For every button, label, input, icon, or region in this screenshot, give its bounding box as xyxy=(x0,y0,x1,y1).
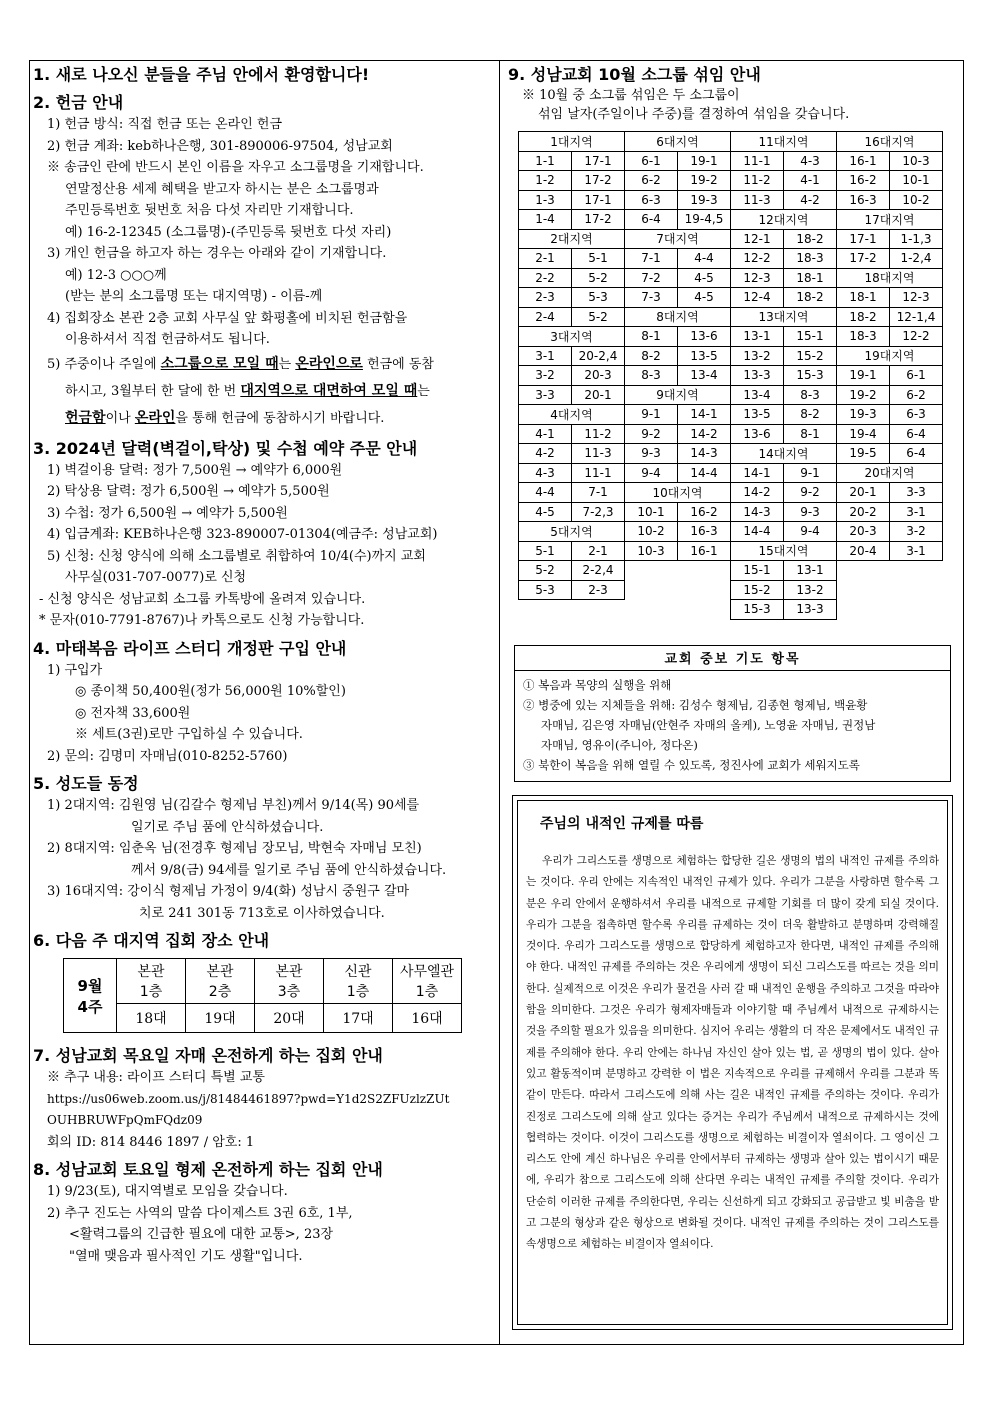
meditation-title: 주님의 내적인 규제를 따름 xyxy=(540,816,704,832)
mix-row xyxy=(519,463,943,483)
mix-cell: 17-2 xyxy=(837,249,890,269)
mix-cell: 11-3 xyxy=(731,190,784,210)
offering-line: (받는 분의 소그룹명 또는 대지역명) - 이름-께 xyxy=(65,289,323,304)
mix-cell: 4-5 xyxy=(519,502,572,522)
mix-empty xyxy=(837,600,943,620)
mix-cell: 15-3 xyxy=(784,366,837,386)
mix-cell: 4-1 xyxy=(519,424,572,444)
section-5-title: 5. 성도들 동정 xyxy=(33,774,139,793)
brothers-line: 1) 9/23(토), 대지역별로 모임을 갖습니다. xyxy=(47,1184,288,1199)
mix-cell: 5-2 xyxy=(572,307,625,327)
mix-cell: 6-1 xyxy=(890,366,943,386)
mix-region-header: 16대지역 xyxy=(837,132,943,152)
mix-cell: 16-1 xyxy=(678,541,731,561)
offering-line: 5) 주중이나 주일에 소그룹으로 모일 때는 온라인으로 헌금에 동참 xyxy=(47,355,434,372)
venue-header: 본관 1층 xyxy=(117,959,186,1004)
mix-cell: 2-3 xyxy=(572,580,625,600)
prayer-item: ② 병중에 있는 지체들을 위해: 김성수 형제님, 김종현 형제님, 백윤황 xyxy=(523,698,868,712)
mix-cell: 13-3 xyxy=(784,600,837,620)
mix-cell: 4-5 xyxy=(678,288,731,308)
offering-line: 예) 16-2-12345 (소그룹명)-(주민등록 뒷번호 다섯 자리) xyxy=(65,224,392,240)
mix-region-header: 18대지역 xyxy=(837,268,943,288)
mix-cell: 10-1 xyxy=(890,171,943,191)
mix-region-header: 2대지역 xyxy=(519,229,625,249)
mix-row xyxy=(519,424,943,444)
mix-region-header: 14대지역 xyxy=(731,444,837,464)
mix-cell: 16-2 xyxy=(678,502,731,522)
news-line: 2) 8대지역: 임춘옥 님(전경후 형제님 장모님, 박현숙 자매님 모친) xyxy=(47,841,422,856)
calendar-line: 1) 벽걸이용 달력: 정가 7,500원 → 예약가 6,000원 xyxy=(47,462,343,478)
mix-cell: 3-1 xyxy=(890,502,943,522)
mix-cell: 2-1 xyxy=(519,249,572,269)
news-line: 일기로 주님 품에 안식하셨습니다. xyxy=(131,819,324,835)
mix-cell: 9-1 xyxy=(625,405,678,425)
mix-cell: 2-2,4 xyxy=(572,561,625,581)
mix-cell: 4-3 xyxy=(519,463,572,483)
meditation-box xyxy=(512,795,953,1330)
mix-cell: 13-6 xyxy=(678,327,731,347)
zoom-link[interactable]: https://us06web.zoom.us/j/81484461897?pwd=Y1d2S2ZFUzlzZUt xyxy=(47,1091,450,1106)
offering-line: 연말정산용 세제 혜택을 받고자 하시는 분은 소그룹명과 xyxy=(65,181,379,197)
mix-region-header: 8대지역 xyxy=(625,307,731,327)
mix-cell: 14-4 xyxy=(731,522,784,542)
mix-cell: 12-1,4 xyxy=(890,307,943,327)
news-line: 께서 9/8(금) 94세를 일기로 주님 품에 안식하셨습니다. xyxy=(131,862,447,878)
mix-region-header: 20대지역 xyxy=(837,463,943,483)
mix-row xyxy=(519,288,943,308)
prayer-item: 자매님, 김은영 자매님(안현주 자매의 올케), 노영윤 자매님, 권정남 xyxy=(541,718,876,732)
mix-cell: 5-3 xyxy=(572,288,625,308)
mix-cell: 1-1,3 xyxy=(890,229,943,249)
mix-cell: 14-1 xyxy=(678,405,731,425)
mix-cell: 8-2 xyxy=(625,346,678,366)
column-divider xyxy=(499,60,500,1345)
mix-cell: 13-1 xyxy=(784,561,837,581)
mix-cell: 19-4,5 xyxy=(678,210,731,230)
zoom-line: 회의 ID: 814 8446 1897 / 암호: 1 xyxy=(47,1134,255,1150)
mix-cell: 3-1 xyxy=(890,541,943,561)
prayer-item: ③ 북한이 복음을 위해 열릴 수 있도록, 정진사에 교회가 세워지도록 xyxy=(523,758,860,772)
small-group-mix-table xyxy=(518,131,943,620)
mix-cell: 12-2 xyxy=(890,327,943,347)
meditation-body: 우리가 그리스도를 생명으로 체험하는 합당한 길은 생명의 법의 내적인 규제를 주의하는 것이다. 우리 안에는 지속적인 내적인 규제가 있다. 우리가 그분을 사랑하면 할수록 그분은 우리 안에서 운행하셔서 우리를 내적으로 규제할 기회를 더 많이 갖게 되실 것이다. 우리가 그분을 접촉하면 할수록 우리를 규제하는 것이 더욱 활발하고 분명하며 강력해질 것이다. 우리가 그리스도를 생명으로 합당하게 체험하고자 한다면, 내적인 규제를 주의해야 한다. 내적인 규제를 주의하는 것은 우리에게 생명이 되신 그리스도를 따르는 것을 의미한다. 실제적으로 이것은 우리가 물건을 사러 갈 때 내적인 운행을 주의하고 그것을 따라야 함을 의미한다. 그것은 우리가 형제자매들과 이야기할 때 주님께서 내적으로 규제하시는 것을 주의할 필요가 있음을 의미한다. 심지어 우리는 생활의 더 작은 문제에서도 내적인 규제를 주의해야 한다. 우리 안에는 하나님 자신인 살아 있는 법, 곧 생명의 법이 있다. 살아 있고 활동적이며 분명하고 강력한 이 법은 지속적으로 우리를 규제해서 우리를 그분과 똑같이 만든다. 따라서 그리스도에 의해 사는 길은 내적인 규제를 주의하는 것이다. 우리가 진정로 그리스도에 의해 살고 있다는 증거는 우리가 주님께서 내적으로 규제하시는 것에 협력하는 것이다. 이것이 그리스도를 생명으로 체험하는 비결이자 열쇠이다. 그 영이신 그리스도 안에 계신 하나님은 우리를 안에서부터 규제하는 생명과 살아 있는 법이시기 때문에, 우리가 참으로 그리스도에 의해 산다면 우리는 내적인 규제를 주의할 것이다. 우리가 단순히 이러한 규제를 주의한다면, 우리는 신선하게 되고 강화되고 공급받고 빛 비춤을 받고 그분의 형상과 같은 형상으로 변화될 것이다. 내적인 규제를 주의하는 것이 그리스도를 속생명으로 체험하는 비결이자 열쇠이다. xyxy=(526,855,939,1251)
mix-row xyxy=(519,600,943,620)
book-line: ※ 세트(3권)로만 구입하실 수 있습니다. xyxy=(75,727,303,742)
mix-cell: 9-1 xyxy=(784,463,837,483)
mix-cell: 17-1 xyxy=(837,229,890,249)
mix-row xyxy=(519,522,943,542)
calendar-line: 2) 탁상용 달력: 정가 6,500원 → 예약가 5,500원 xyxy=(47,484,330,499)
mix-cell: 17-1 xyxy=(572,190,625,210)
mix-cell: 1-2,4 xyxy=(890,249,943,269)
mix-cell: 9-3 xyxy=(784,502,837,522)
mix-row xyxy=(519,385,943,405)
offering-line: 헌금함이나 온라인을 통해 헌금에 동참하시기 바랍니다. xyxy=(65,409,385,426)
mix-empty xyxy=(837,561,943,581)
mix-cell: 13-1 xyxy=(731,327,784,347)
mix-row xyxy=(519,561,943,581)
mix-cell: 8-1 xyxy=(784,424,837,444)
offering-line: 2) 헌금 계좌: keb하나은행, 301-890006-97504, 성남교회 xyxy=(47,138,393,154)
mix-cell: 11-2 xyxy=(572,424,625,444)
meditation-inner xyxy=(517,800,948,1325)
mix-cell: 12-1 xyxy=(731,229,784,249)
mix-cell: 7-3 xyxy=(625,288,678,308)
mix-region-header: 7대지역 xyxy=(625,229,731,249)
prayer-title: 교회 중보 기도 항목 xyxy=(515,648,950,671)
mix-cell: 11-3 xyxy=(572,444,625,464)
mix-cell: 18-1 xyxy=(837,288,890,308)
mix-cell: 6-3 xyxy=(625,190,678,210)
mix-row xyxy=(519,307,943,327)
mix-cell: 11-2 xyxy=(731,171,784,191)
mix-cell: 14-2 xyxy=(731,483,784,503)
book-line: ◎ 종이책 50,400원(정가 56,000원 10%할인) xyxy=(75,684,346,699)
section-5-body xyxy=(33,795,493,924)
mix-cell: 14-2 xyxy=(678,424,731,444)
mix-region-header: 6대지역 xyxy=(625,132,731,152)
mix-empty xyxy=(837,580,943,600)
mix-cell: 8-1 xyxy=(625,327,678,347)
mix-cell: 15-1 xyxy=(731,561,784,581)
mix-cell: 5-1 xyxy=(572,249,625,269)
mix-cell: 3-2 xyxy=(890,522,943,542)
mix-cell: 4-5 xyxy=(678,268,731,288)
mix-cell: 8-3 xyxy=(625,366,678,386)
mix-cell: 7-2,3 xyxy=(572,502,625,522)
offering-line: ※ 송금인 란에 반드시 본인 이름을 자우고 소그룹명을 기재합니다. xyxy=(47,160,424,175)
mix-cell: 10-1 xyxy=(625,502,678,522)
section-7-title: 7. 성남교회 목요일 자매 온전하게 하는 집회 안내 xyxy=(33,1046,383,1065)
news-line: 3) 16대지역: 강이식 형제님 가정이 9/4(화) 성남시 중원구 갈마 xyxy=(47,884,410,899)
offering-line: 1) 헌금 방식: 직접 헌금 또는 온라인 헌금 xyxy=(47,117,283,132)
section-9-title: 9. 성남교회 10월 소그룹 섞임 안내 xyxy=(508,65,761,84)
mix-cell: 13-2 xyxy=(784,580,837,600)
mix-cell: 12-2 xyxy=(731,249,784,269)
mix-cell: 16-3 xyxy=(678,522,731,542)
calendar-line: 4) 입금계좌: KEB하나은행 323-890007-01304(예금주: 성남교회) xyxy=(47,527,438,542)
mix-row xyxy=(519,229,943,249)
mix-row xyxy=(519,210,943,230)
mix-cell: 4-3 xyxy=(784,151,837,171)
offering-line: 4) 집회장소 본관 2층 교회 사무실 앞 화평홀에 비치된 헌금함을 xyxy=(47,310,408,326)
section-3-title: 3. 2024년 달력(벽걸이,탁상) 및 수첩 예약 주문 안내 xyxy=(33,438,418,458)
book-line: 2) 문의: 김명미 자매님(010-8252-5760) xyxy=(47,748,288,764)
mix-cell: 3-2 xyxy=(519,366,572,386)
mix-cell: 13-5 xyxy=(731,405,784,425)
mix-row xyxy=(519,483,943,503)
mix-empty xyxy=(625,580,731,600)
mix-cell: 6-4 xyxy=(625,210,678,230)
mix-region-header: 4대지역 xyxy=(519,405,625,425)
mix-row xyxy=(519,327,943,347)
mix-cell: 19-3 xyxy=(837,405,890,425)
mix-row xyxy=(519,541,943,561)
prayer-item: 자매님, 영유이(주니아, 정다온) xyxy=(541,738,698,752)
mix-cell: 14-3 xyxy=(678,444,731,464)
mix-row xyxy=(519,132,943,152)
mix-cell: 9-2 xyxy=(625,424,678,444)
brothers-line: 2) 추구 진도는 사역의 말씀 다이제스트 3권 6호, 1부, xyxy=(47,1205,353,1221)
mix-cell: 10-2 xyxy=(625,522,678,542)
mix-region-header: 5대지역 xyxy=(519,522,625,542)
mix-cell: 14-3 xyxy=(731,502,784,522)
mix-cell: 1-4 xyxy=(519,210,572,230)
mix-cell: 12-3 xyxy=(890,288,943,308)
mix-note: ※ 10월 중 소그룹 섞임은 두 소그룹이 xyxy=(522,88,740,103)
mix-region-header: 1대지역 xyxy=(519,132,625,152)
calendar-line: 3) 수첩: 정가 6,500원 → 예약가 5,500원 xyxy=(47,505,288,521)
mix-cell: 9-2 xyxy=(784,483,837,503)
book-line: ◎ 전자책 33,600원 xyxy=(75,705,191,721)
mix-row xyxy=(519,502,943,522)
venue-header: 본관 3층 xyxy=(255,959,324,1004)
mix-cell: 3-1 xyxy=(519,346,572,366)
mix-cell: 18-2 xyxy=(784,229,837,249)
mix-row xyxy=(519,366,943,386)
left-column xyxy=(33,62,493,1267)
venue-header: 신관 1층 xyxy=(324,959,393,1004)
mix-cell: 6-4 xyxy=(890,444,943,464)
mix-empty xyxy=(625,561,731,581)
mix-region-header: 15대지역 xyxy=(731,541,837,561)
mix-cell: 4-2 xyxy=(519,444,572,464)
venue-table xyxy=(63,958,462,1033)
venue-region: 16대 xyxy=(393,1004,462,1033)
mix-cell: 13-6 xyxy=(731,424,784,444)
mix-cell: 5-3 xyxy=(519,580,572,600)
mix-cell: 13-3 xyxy=(731,366,784,386)
mix-cell: 16-2 xyxy=(837,171,890,191)
zoom-link[interactable]: OUHBRUWFpQmFQdz09 xyxy=(47,1113,203,1127)
offering-line: 예) 12-3 ○○○께 xyxy=(65,267,167,283)
offering-line: 이용하셔서 직접 헌금하셔도 됩니다. xyxy=(65,332,270,347)
mix-region-header: 11대지역 xyxy=(731,132,837,152)
news-line: 1) 2대지역: 김원영 님(김갈수 형제님 부친)께서 9/14(목) 90세를 xyxy=(47,798,420,813)
mix-cell: 8-3 xyxy=(784,385,837,405)
mix-cell: 15-3 xyxy=(731,600,784,620)
mix-cell: 20-3 xyxy=(572,366,625,386)
mix-cell: 4-4 xyxy=(519,483,572,503)
mix-cell: 19-2 xyxy=(678,171,731,191)
section-8-body xyxy=(33,1181,493,1267)
section-6-title: 6. 다음 주 대지역 집회 장소 안내 xyxy=(33,931,270,950)
venue-region: 19대 xyxy=(186,1004,255,1033)
zoom-line: ※ 추구 내용: 라이프 스터디 특별 교통 xyxy=(47,1070,265,1085)
brothers-line: <활력그룹의 긴급한 필요에 대한 교통>, 23장 xyxy=(69,1227,334,1242)
mix-region-header: 13대지역 xyxy=(731,307,837,327)
mix-cell: 19-2 xyxy=(837,385,890,405)
mix-cell: 10-3 xyxy=(625,541,678,561)
calendar-line: - 신청 양식은 성남교회 소그룹 카톡방에 올려져 있습니다. xyxy=(39,591,366,607)
mix-cell: 16-1 xyxy=(837,151,890,171)
mix-cell: 10-2 xyxy=(890,190,943,210)
mix-empty xyxy=(519,600,625,620)
mix-region-header: 3대지역 xyxy=(519,327,625,347)
mix-cell: 15-2 xyxy=(731,580,784,600)
mix-row xyxy=(519,580,943,600)
mix-cell: 16-3 xyxy=(837,190,890,210)
mix-cell: 9-3 xyxy=(625,444,678,464)
mix-cell: 20-1 xyxy=(837,483,890,503)
mix-cell: 17-2 xyxy=(572,210,625,230)
mix-cell: 1-2 xyxy=(519,171,572,191)
mix-row xyxy=(519,249,943,269)
mix-cell: 4-4 xyxy=(678,249,731,269)
mix-cell: 19-3 xyxy=(678,190,731,210)
mix-cell: 17-2 xyxy=(572,171,625,191)
mix-cell: 17-1 xyxy=(572,151,625,171)
mix-cell: 12-3 xyxy=(731,268,784,288)
mix-cell: 19-5 xyxy=(837,444,890,464)
mix-cell: 3-3 xyxy=(890,483,943,503)
mix-cell: 12-4 xyxy=(731,288,784,308)
mix-region-header: 9대지역 xyxy=(625,385,731,405)
mix-cell: 1-3 xyxy=(519,190,572,210)
venue-region: 17대 xyxy=(324,1004,393,1033)
section-2-body xyxy=(33,114,493,432)
mix-row xyxy=(519,190,943,210)
mix-cell: 19-1 xyxy=(837,366,890,386)
mix-region-header: 17대지역 xyxy=(837,210,943,230)
mix-cell: 3-3 xyxy=(519,385,572,405)
calendar-line: * 문자(010-7791-8767)나 카톡으로도 신청 가능합니다. xyxy=(39,613,365,628)
mix-cell: 2-1 xyxy=(572,541,625,561)
mix-cell: 18-3 xyxy=(784,249,837,269)
venue-week: 9월 4주 xyxy=(64,959,117,1033)
mix-region-header: 19대지역 xyxy=(837,346,943,366)
mix-cell: 4-1 xyxy=(784,171,837,191)
section-2-title: 2. 헌금 안내 xyxy=(33,93,124,112)
mix-cell: 1-1 xyxy=(519,151,572,171)
mix-cell: 4-2 xyxy=(784,190,837,210)
right-column xyxy=(508,62,958,124)
mix-cell: 13-5 xyxy=(678,346,731,366)
mix-cell: 5-2 xyxy=(572,268,625,288)
mix-cell: 14-4 xyxy=(678,463,731,483)
calendar-line: 사무실(031-707-0077)로 신청 xyxy=(65,570,247,585)
mix-cell: 13-4 xyxy=(678,366,731,386)
section-8-title: 8. 성남교회 토요일 형제 온전하게 하는 집회 안내 xyxy=(33,1160,383,1179)
offering-line: 주민등록번호 뒷번호 처음 다섯 자리만 기재합니다. xyxy=(65,203,354,218)
prayer-item: ① 복음과 목양의 실행을 위해 xyxy=(523,678,672,692)
mix-cell: 5-2 xyxy=(519,561,572,581)
offering-line: 3) 개인 헌금을 하고자 하는 경우는 아래와 같이 기재합니다. xyxy=(47,246,387,261)
mix-cell: 5-1 xyxy=(519,541,572,561)
mix-cell: 13-2 xyxy=(731,346,784,366)
mix-cell: 6-1 xyxy=(625,151,678,171)
mix-cell: 7-2 xyxy=(625,268,678,288)
mix-note: 섞임 날자(주일이나 주중)를 결정하여 섞임을 갖습니다. xyxy=(538,107,850,122)
mix-cell: 9-4 xyxy=(625,463,678,483)
venue-region: 20대 xyxy=(255,1004,324,1033)
calendar-line: 5) 신청: 신청 양식에 의해 소그룹별로 취합하여 10/4(수)까지 교회 xyxy=(47,548,426,564)
mix-row xyxy=(519,268,943,288)
mix-cell: 15-2 xyxy=(784,346,837,366)
mix-cell: 2-2 xyxy=(519,268,572,288)
section-4-body xyxy=(33,660,493,768)
mix-cell: 7-1 xyxy=(572,483,625,503)
venue-header: 사무엘관 1층 xyxy=(393,959,462,1004)
mix-cell: 13-4 xyxy=(731,385,784,405)
mix-cell: 20-2 xyxy=(837,502,890,522)
section-4-title: 4. 마태복음 라이프 스터디 개정판 구입 안내 xyxy=(33,638,347,658)
venue-region: 18대 xyxy=(117,1004,186,1033)
mix-cell: 6-3 xyxy=(890,405,943,425)
section-7-body xyxy=(33,1067,493,1153)
mix-empty xyxy=(625,600,731,620)
mix-cell: 10-3 xyxy=(890,151,943,171)
mix-cell: 2-4 xyxy=(519,307,572,327)
mix-cell: 6-2 xyxy=(890,385,943,405)
mix-cell: 19-1 xyxy=(678,151,731,171)
mix-cell: 18-2 xyxy=(837,307,890,327)
prayer-box xyxy=(514,645,951,782)
mix-row xyxy=(519,171,943,191)
mix-cell: 14-1 xyxy=(731,463,784,483)
mix-row xyxy=(519,151,943,171)
book-line: 1) 구입가 xyxy=(47,662,103,678)
mix-region-header: 10대지역 xyxy=(625,483,731,503)
mix-cell: 18-3 xyxy=(837,327,890,347)
section-1-title: 1. 새로 나오신 분들을 주님 안에서 환영합니다! xyxy=(33,65,370,84)
mix-cell: 18-1 xyxy=(784,268,837,288)
mix-cell: 6-2 xyxy=(625,171,678,191)
brothers-line: "열매 맺음과 필사적인 기도 생활"입니다. xyxy=(69,1248,303,1264)
offering-line: 하시고, 3월부터 한 달에 한 번 대지역으로 대면하여 모일 때는 xyxy=(65,382,430,399)
news-line: 치로 241 301동 713호로 이사하였습니다. xyxy=(139,905,385,921)
mix-cell: 20-3 xyxy=(837,522,890,542)
mix-cell: 20-1 xyxy=(572,385,625,405)
section-3-body xyxy=(33,460,493,632)
mix-cell: 15-1 xyxy=(784,327,837,347)
mix-cell: 20-4 xyxy=(837,541,890,561)
mix-row xyxy=(519,405,943,425)
mix-cell: 11-1 xyxy=(731,151,784,171)
mix-row xyxy=(519,444,943,464)
mix-cell: 6-4 xyxy=(890,424,943,444)
mix-region-header: 12대지역 xyxy=(731,210,837,230)
mix-cell: 7-1 xyxy=(625,249,678,269)
mix-cell: 8-2 xyxy=(784,405,837,425)
mix-cell: 2-3 xyxy=(519,288,572,308)
mix-row xyxy=(519,346,943,366)
mix-cell: 18-2 xyxy=(784,288,837,308)
mix-cell: 20-2,4 xyxy=(572,346,625,366)
mix-cell: 19-4 xyxy=(837,424,890,444)
mix-cell: 11-1 xyxy=(572,463,625,483)
venue-header: 본관 2층 xyxy=(186,959,255,1004)
mix-cell: 9-4 xyxy=(784,522,837,542)
